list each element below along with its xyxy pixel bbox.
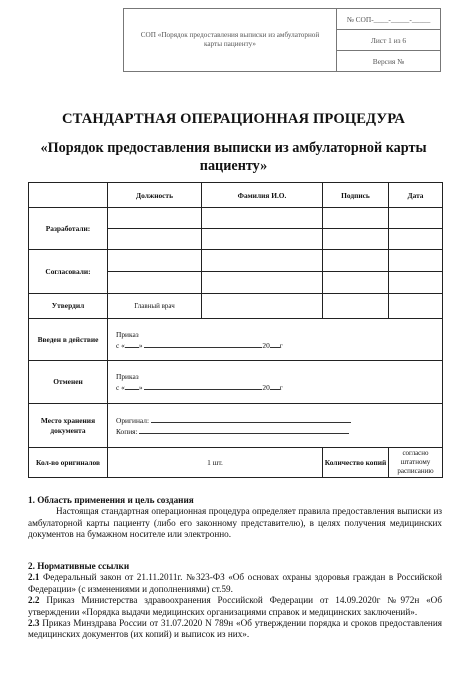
table-row <box>29 361 443 404</box>
section-1-heading: 1. Область применения и цель создания <box>28 495 194 505</box>
table-row <box>29 404 443 448</box>
col-header-signature: Подпись <box>323 183 389 208</box>
table-header-row <box>29 183 443 208</box>
col-header-position: Должность <box>108 183 202 208</box>
section-2 <box>28 561 442 641</box>
row-label-storage: Место хранения документа <box>29 404 108 448</box>
section-1-text: Настоящая стандартная операционная процедура определяет правила предоставления выписки из амбулаторной карты пациенту (либо его законному представителю), в целях получения медицинских документов на бумажном носителе или электронно. <box>28 506 442 540</box>
copies-value: согласно штатному расписанию <box>389 448 443 478</box>
header-version: Версия № <box>372 56 405 66</box>
reference-2: 2.2 Приказ Министерства здравоохранения Российской Федерации от 14.09.2020г №972н «Об утверждении «Порядка выдачи медицинских организациями справок и медицинских заключений». <box>28 595 442 617</box>
header-meta <box>337 9 440 71</box>
storage-original: Оригинал: <box>108 415 442 426</box>
row-label-cancelled: Отменен <box>29 361 108 404</box>
copies-count-label: Количество копий <box>323 448 389 478</box>
header-number: № СОП-____-_____-_____ <box>337 9 440 30</box>
row-label-introduced: Введен в действие <box>29 319 108 361</box>
row-label-developed: Разработали: <box>29 208 108 250</box>
reference-3: 2.3 Приказ Минздрава России от 31.07.2020 N 789н «Об утверждении порядка и сроков предоставления медицинских документов (их копий) и выписок из них». <box>28 618 442 640</box>
table-row <box>29 250 443 272</box>
header-sheet: Лист 1 из 6 <box>337 30 440 51</box>
introduced-cell <box>108 319 443 361</box>
storage-copy: Копия: <box>108 426 442 437</box>
section-2-heading: 2. Нормативные ссылки <box>28 561 130 571</box>
header-doc-title: СОП «Порядок предоставления выписки из амбулаторной карты пациенту» <box>124 9 337 71</box>
page-title: СТАНДАРТНАЯ ОПЕРАЦИОННАЯ ПРОЦЕДУРА <box>62 111 405 127</box>
table-row <box>29 208 443 229</box>
table-row <box>29 448 443 478</box>
introduced-date: с « » 20 г <box>116 340 283 350</box>
introduced-order: Приказ <box>116 329 139 339</box>
row-label-originals-count: Кол-во оригиналов <box>29 448 108 478</box>
storage-cell <box>108 404 443 448</box>
approved-position: Главный врач <box>108 294 202 319</box>
table-corner-cell <box>29 183 108 208</box>
reference-1: 2.1 Федеральный закон от 21.11.2011г. №323-ФЗ «Об основах охраны здоровья граждан в Российской Федерации» (с изменениями и дополнениями) ст.59. <box>28 572 442 594</box>
cancelled-cell <box>108 361 443 404</box>
page-subtitle: «Порядок предоставления выписки из амбулаторной карты пациенту» <box>40 140 427 174</box>
table-row <box>29 319 443 361</box>
row-label-approved: Утвердил <box>29 294 108 319</box>
cancelled-order: Приказ <box>116 372 139 381</box>
header-block <box>123 8 441 72</box>
col-header-date: Дата <box>389 183 443 208</box>
col-header-name: Фамилия И.О. <box>202 183 323 208</box>
table-row <box>29 294 443 319</box>
row-label-agreed: Согласовали: <box>29 250 108 294</box>
approval-table <box>28 182 443 478</box>
cancelled-date: с « » 20 г <box>116 383 283 392</box>
section-1 <box>28 495 442 541</box>
originals-value: 1 шт. <box>108 448 323 478</box>
